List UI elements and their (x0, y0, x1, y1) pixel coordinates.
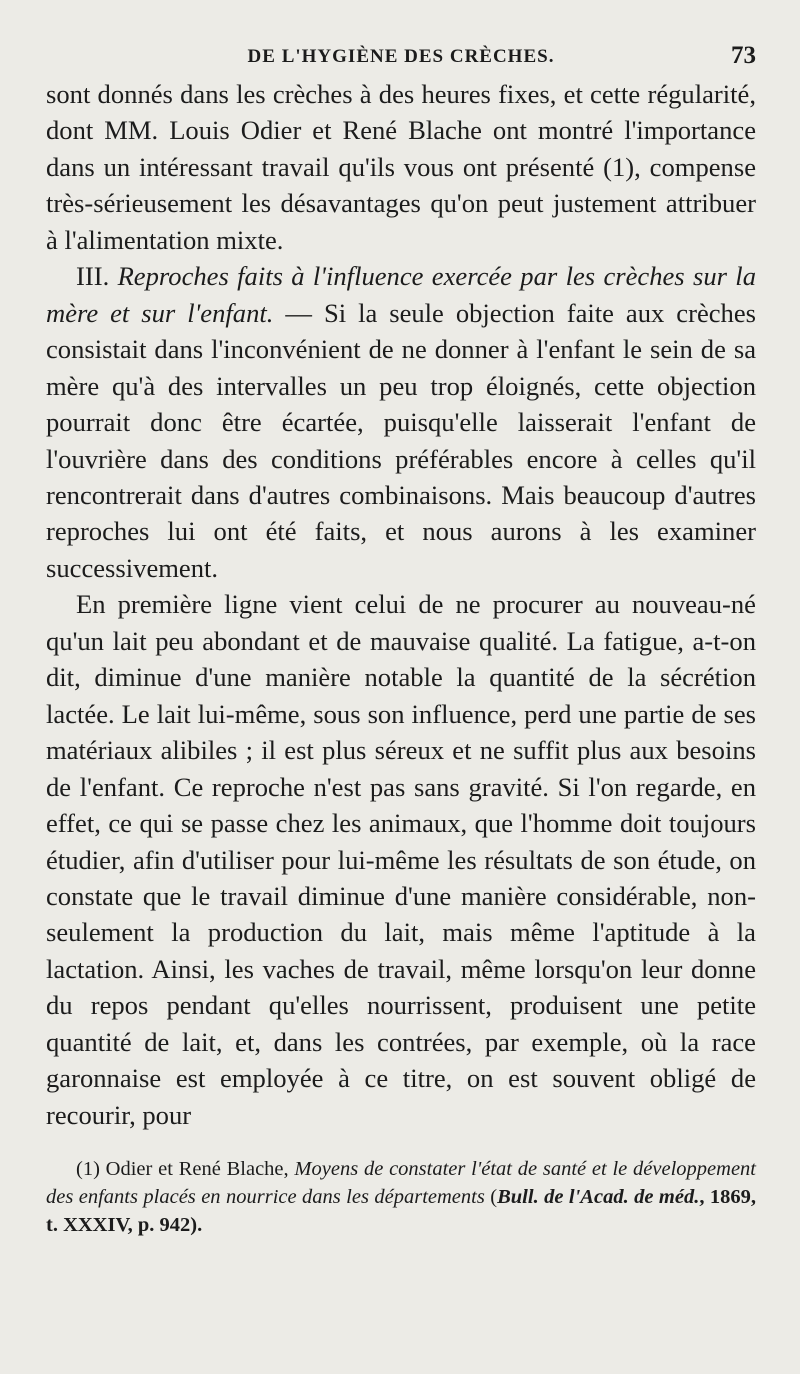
footnote-open-paren: ( (484, 1186, 498, 1209)
footnote-citation: , 1869, t. XXXIV, p. 942). (46, 1186, 757, 1237)
section-number: III. (76, 261, 110, 292)
body-text (46, 76, 756, 1133)
paragraph-section-three-text: — Si la seule objection faite aux crèches consistait dans l'inconvénient de ne donner à l'enfant le sein de sa mère qu'à des intervalles un peu trop éloignés, cette objection pourrait donc être écartée, puisqu'elle laisserait l'enfant de l'ouvrière dans des conditions préférables encore à celles qu'il rencontrerait dans d'autres combinaisons. Mais beaucoup d'autres reproches lui ont été faits, et nous aurons à les examiner successivement. (46, 297, 757, 583)
running-head (46, 36, 756, 76)
footnote-work-title: Moyens de constater l'état de santé et le développement des enfants placés en nourrice dans les départements (46, 1158, 756, 1209)
footnote-1 (46, 1155, 756, 1239)
paragraph-section-three (46, 258, 756, 586)
section-title: Reproches faits à l'influence exercée par les crèches sur la mère et sur l'enfant. (46, 261, 756, 328)
footnotes (46, 1155, 756, 1239)
running-title: DE L'HYGIÈNE DES CRÈCHES. (247, 46, 555, 67)
footnote-marker: (1) (76, 1158, 100, 1181)
page-number: 73 (731, 42, 756, 69)
footnote-journal: Bull. de l'Acad. de méd. (497, 1186, 700, 1209)
paragraph-first-reproach: En première ligne vient celui de ne procurer au nouveau-né qu'un lait peu abondant et de mauvaise qualité. La fatigue, a-t-on dit, diminue d'une manière notable la quantité de la sécrétion lactée. Le lait lui-même, sous son influence, perd une partie de ses matériaux alibiles ; il est plus séreux et ne suffit plus aux besoins de l'enfant. Ce reproche n'est pas sans gravité. Si l'on regarde, en effet, ce qui se passe chez les animaux, que l'homme doit toujours étudier, afin d'utiliser pour lui-même les résultats de son étude, on constate que le travail diminue d'une manière considérable, non-seulement la production du lait, mais même l'aptitude à la lactation. Ainsi, les vaches de travail, même lorsqu'on leur donne du repos pendant qu'elles nourrissent, produisent une petite quantité de lait, et, dans les contrées, par exemple, où la race garonnaise est employée à ce titre, on est souvent obligé de recourir, pour (46, 589, 756, 1130)
paragraph-continuation: sont donnés dans les crèches à des heures fixes, et cette régularité, dont MM. Louis Odier et René Blache ont montré l'importance dans un intéressant travail qu'ils vous ont présenté (1), compense très-sérieusement les désavantages qu'on peut justement attribuer à l'alimentation mixte. (46, 79, 756, 255)
footnote-authors: Odier et René Blache, (99, 1158, 295, 1181)
